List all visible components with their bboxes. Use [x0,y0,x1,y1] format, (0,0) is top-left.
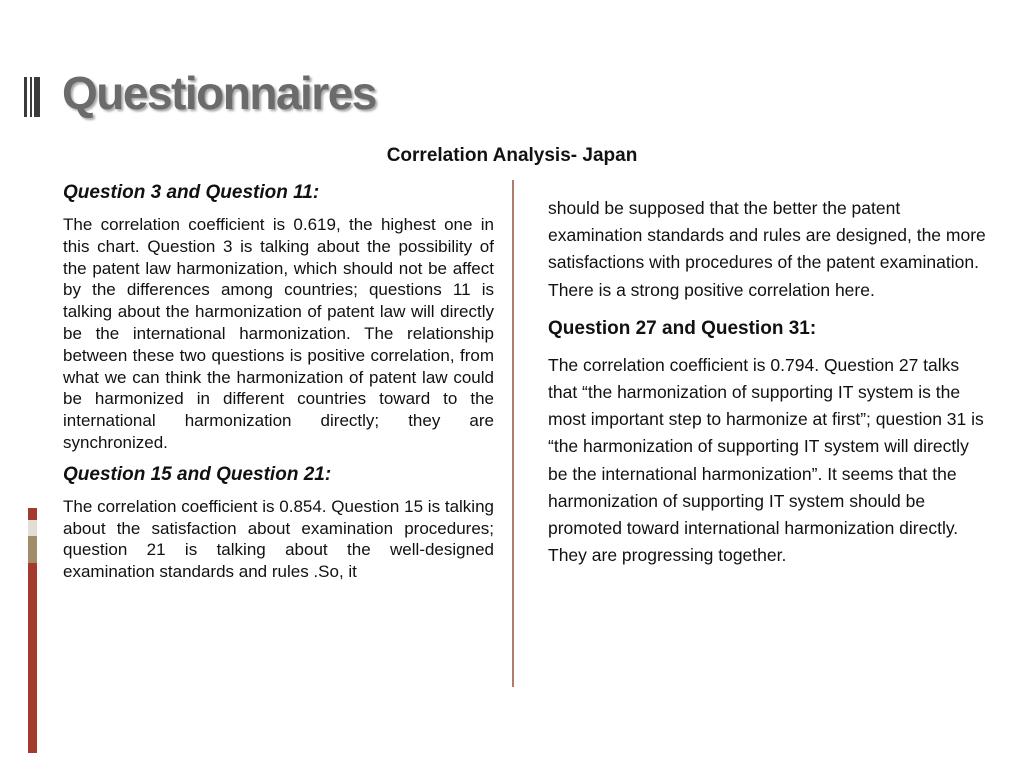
title-decoration-bars [24,77,40,117]
left-column [63,180,494,583]
question-3-11-text: The correlation coefficient is 0.619, the highest one in this chart. Question 3 is talking about the possibility of the patent law harmonization, which should not be affect by the differences among countries; questions 11 is talking about the harmonization of patent law will directly be the international harmonization. The relationship between these two questions is positive correlation, from what we can think the harmonization of patent law could be harmonized in different countries toward to the international harmonization directly; they are synchronized. [63,215,494,452]
left-accent-bar-tan [28,536,37,563]
question-27-31-text: The correlation coefficient is 0.794. Question 27 talks that “the harmonization of supporting IT system is the most important step to harmonize at first”; question 31 is “the harmonization of supporting IT system will directly be the international harmonization”. It seems that the harmonization of supporting IT system should be promoted toward international harmonization directly. They are progressing together. [548,354,984,566]
right-column [548,195,988,569]
title-bar-3 [34,77,40,117]
title-bar-1 [24,77,27,117]
slide-subtitle [0,145,1024,167]
question-15-21-continuation: should be supposed that the better the patent examination standards and rules are designed, the more satisfactions with procedures of the patent examination. There is a strong positive correlation here. [548,198,986,300]
slide-title: Questionnaires [62,67,376,119]
question-15-21-text: The correlation coefficient is 0.854. Question 15 is talking about the satisfaction about examination procedures; question 21 is talking about the well-designed examination standards and rules .So, it [63,496,494,582]
question-3-11-heading: Question 3 and Question 11: [63,182,320,203]
title-bar-2 [30,77,32,117]
subtitle-text: Correlation Analysis- Japan [386,145,638,166]
left-accent-bar-light [28,520,37,536]
left-accent-bar-main [28,563,37,753]
column-divider [512,180,514,687]
question-27-31-heading: Question 27 and Question 31: [548,317,817,339]
left-accent-bar-top [28,508,37,520]
question-15-21-heading: Question 15 and Question 21: [63,463,332,485]
